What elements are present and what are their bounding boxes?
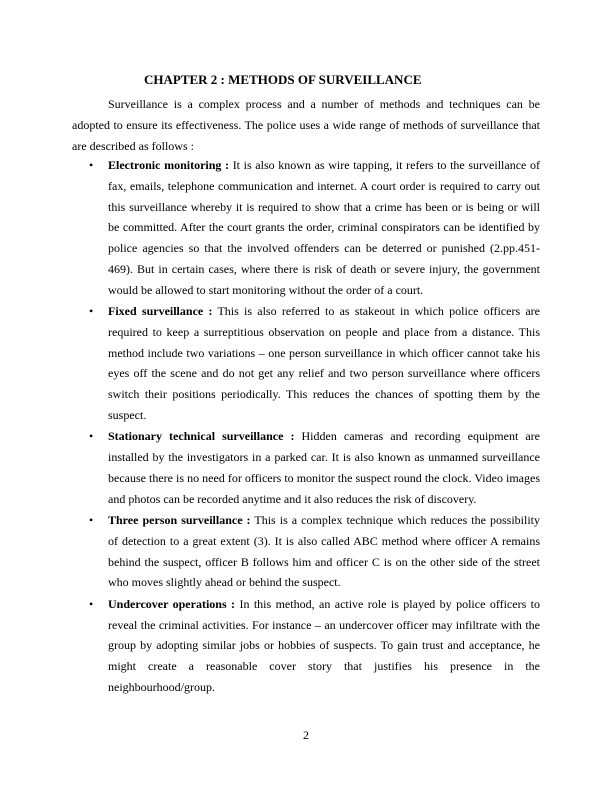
item-text: In this method, an active role is played by police officers to reveal the criminal activities. For instance – an undercover officer may infiltrate with the group by adopting similar jobs or hobbies of suspects. To gain trust and acceptance, he might create a reasonable cover story that justifies his presence in the neighbourhood/group. xyxy=(108,596,540,694)
list-item xyxy=(72,426,540,509)
bullet-icon: • xyxy=(89,304,94,319)
bullet-icon: • xyxy=(89,513,94,528)
bullet-icon: • xyxy=(89,596,94,611)
item-text: This is also referred to as stakeout in which police officers are required to keep a surreptitious observation on people and place from a distance. This method include two variations – one person surveillance in which officer cannot take his eyes off the scene and do not get any relief and two person surveillance where officers switch their positions periodically. This reduces the chances of spotting them by the suspect. xyxy=(108,304,541,423)
item-term: Undercover operations : xyxy=(108,596,236,611)
item-term: Stationary technical surveillance : xyxy=(108,429,295,444)
list-item xyxy=(72,155,540,301)
list-item xyxy=(72,301,540,426)
bullet-icon: • xyxy=(89,158,94,172)
methods-list xyxy=(72,155,540,698)
item-term: Electronic monitoring : xyxy=(108,158,230,172)
intro-paragraph: Surveillance is a complex process and a number of methods and techniques can be adopted to ensure its effectiveness. The police uses a wide range of methods of surveillance that are described as follows : xyxy=(72,97,540,153)
page-number: 2 xyxy=(303,728,309,742)
item-text: It is also known as wire tapping, it refers to the surveillance of fax, emails, telephone communication and internet. A court order is required to carry out this surveillance whereby it is required to show that a crime has been or is being or will be committed. After the court grants the order, criminal conspirators can be identified by police agencies so that the involved offenders can be deterred or punished (2.pp.451-469). But in certain cases, where there is risk of death or severe injury, the government would be allowed to start monitoring without the order of a court. xyxy=(108,158,540,297)
item-term: Fixed surveillance : xyxy=(108,304,213,319)
item-text: Hidden cameras and recording equipment are installed by the investigators in a parked car. It is also known as unmanned surveillance because there is no need for officers to monitor the suspect round the clock. Video images and photos can be recorded anytime and it also reduces the risk of discovery. xyxy=(108,429,540,506)
item-text: This is a complex technique which reduces the possibility of detection to a great extent (3). It is also called ABC method where officer A remains behind the suspect, officer B follows him and officer C is on the other side of the street who moves slightly ahead or behind the suspect. xyxy=(108,513,540,590)
bullet-icon: • xyxy=(89,429,94,444)
list-item xyxy=(72,594,540,698)
list-item xyxy=(72,510,540,593)
chapter-title: CHAPTER 2 : METHODS OF SURVEILLANCE xyxy=(144,72,422,87)
item-term: Three person surveillance : xyxy=(108,513,251,528)
